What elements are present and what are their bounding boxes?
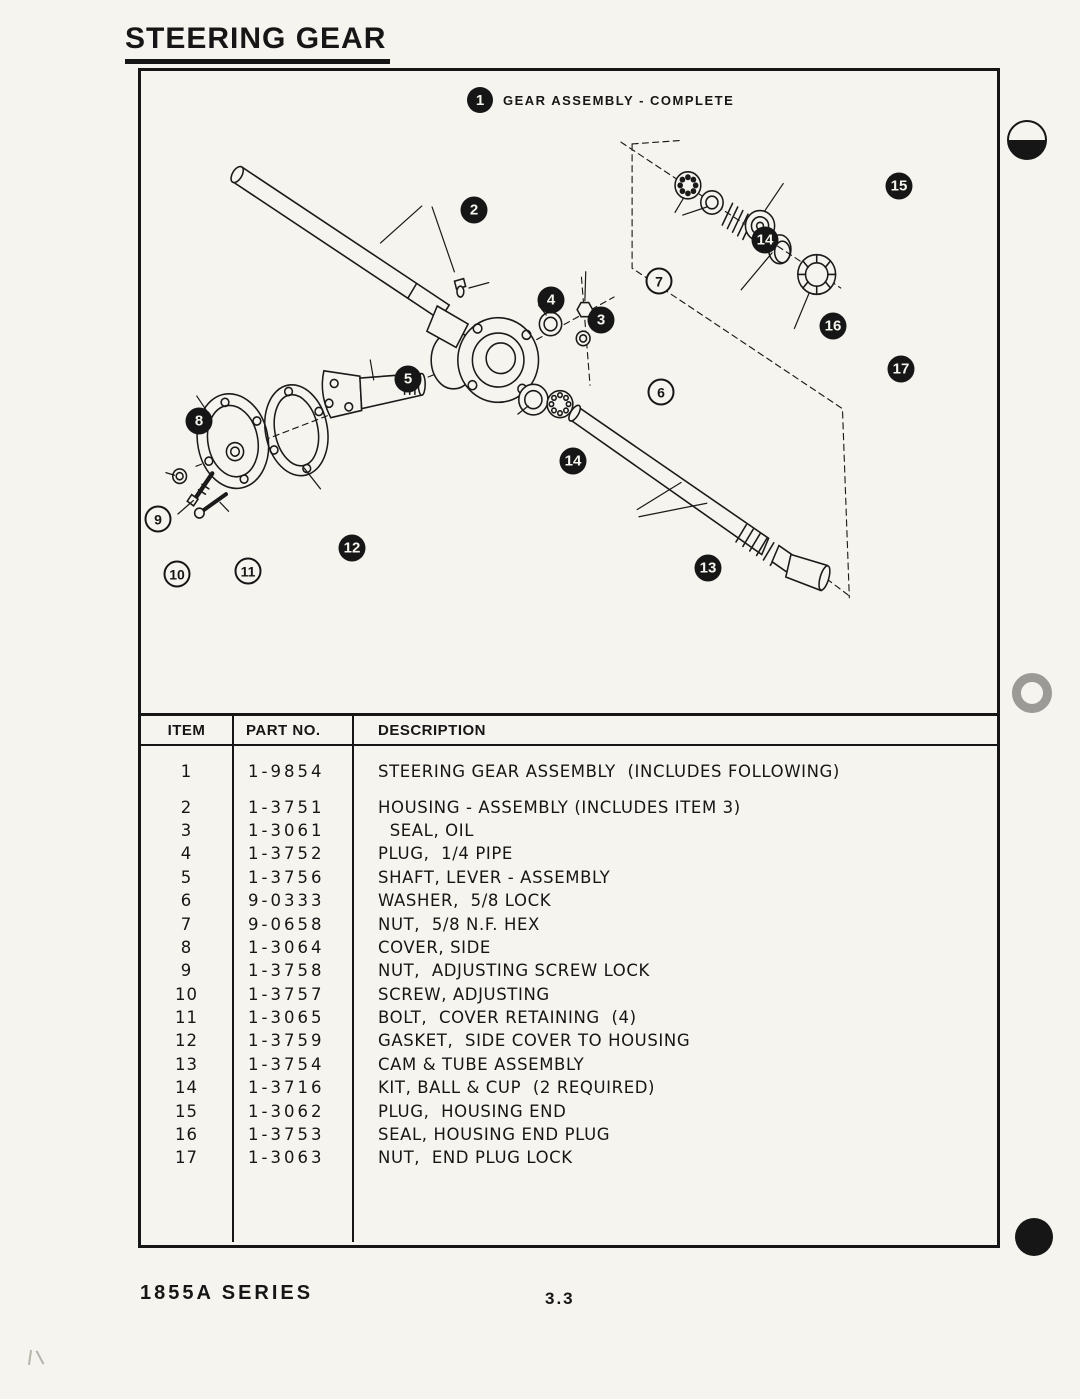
- part-no-cell: 1-3754: [248, 1054, 325, 1074]
- description-cell: PLUG, HOUSING END: [378, 1101, 567, 1121]
- item-cell: 16: [175, 1125, 198, 1145]
- description-cell: COVER, SIDE: [378, 937, 491, 957]
- callout-11: 11: [235, 558, 262, 585]
- registration-mark-half-circle: [1007, 120, 1047, 160]
- table-row: [141, 1006, 997, 1029]
- adjusting-screw-part: [187, 473, 212, 505]
- parts-table: [141, 713, 997, 1245]
- item-cell: 5: [180, 867, 193, 887]
- callout-17: 17: [888, 356, 915, 383]
- callout-12: 12: [339, 535, 366, 562]
- pencil-mark: [26, 1350, 48, 1368]
- table-row: [141, 889, 997, 912]
- ball-cup-kit-part: [675, 172, 723, 214]
- table-row: [141, 760, 997, 783]
- table-row: [141, 959, 997, 982]
- description-cell: KIT, BALL & CUP (2 REQUIRED): [378, 1078, 656, 1098]
- description-cell: PLUG, 1/4 PIPE: [378, 844, 513, 864]
- part-no-cell: 1-3753: [248, 1125, 325, 1145]
- table-row: [141, 912, 997, 935]
- description-cell: SEAL, OIL: [378, 820, 475, 840]
- item-cell: 15: [175, 1101, 198, 1121]
- table-row: [141, 842, 997, 865]
- end-plug-nut-part: [798, 255, 836, 295]
- part-no-cell: 1-3756: [248, 867, 325, 887]
- item-cell: 12: [175, 1031, 198, 1051]
- table-row: [141, 795, 997, 818]
- item-cell: 9: [180, 961, 193, 981]
- table-row: [141, 866, 997, 889]
- column-divider: [352, 713, 354, 1242]
- part-no-cell: 1-3062: [248, 1101, 325, 1121]
- description-cell: BOLT, COVER RETAINING (4): [378, 1008, 637, 1028]
- callout-9: 9: [145, 506, 172, 533]
- part-no-cell: 9-0658: [248, 914, 325, 934]
- description-cell: SEAL, HOUSING END PLUG: [378, 1125, 611, 1145]
- page-title: STEERING GEAR: [125, 22, 390, 64]
- ball-cup-part: [519, 384, 573, 417]
- table-row: [141, 1099, 997, 1122]
- callout-2: 2: [461, 197, 488, 224]
- callout-16: 16: [820, 313, 847, 340]
- table-row: [141, 819, 997, 842]
- exploded-diagram: [141, 71, 997, 713]
- table-row: [141, 983, 997, 1006]
- callout-15: 15: [886, 173, 913, 200]
- description-cell: STEERING GEAR ASSEMBLY (INCLUDES FOLLOWING): [378, 762, 840, 782]
- lock-nut-part: [173, 469, 187, 483]
- col-header-description: DESCRIPTION: [378, 721, 487, 739]
- col-header-item: ITEM: [167, 721, 206, 739]
- registration-mark-dot: [1015, 1218, 1053, 1256]
- table-row: [141, 1123, 997, 1146]
- series-label: 1855A SERIES: [140, 1282, 314, 1304]
- col-header-part-no: PART NO.: [246, 721, 321, 739]
- callout-6: 6: [648, 379, 675, 406]
- parts-table-header: [141, 713, 997, 746]
- steering-column-part: [229, 164, 450, 319]
- exploded-diagram-art: [141, 71, 997, 713]
- table-row: [141, 936, 997, 959]
- item-cell: 7: [180, 914, 193, 934]
- item-cell: 1: [180, 762, 193, 782]
- callout-5: 5: [395, 366, 422, 393]
- diagram-caption-text: GEAR ASSEMBLY - COMPLETE: [503, 92, 735, 108]
- description-cell: SCREW, ADJUSTING: [378, 984, 550, 1004]
- registration-mark-ring: [1012, 673, 1052, 713]
- table-row: [141, 1146, 997, 1169]
- callout-14-a: 14: [560, 448, 587, 475]
- description-cell: SHAFT, LEVER - ASSEMBLY: [378, 867, 611, 887]
- callout-8: 8: [186, 408, 213, 435]
- description-cell: GASKET, SIDE COVER TO HOUSING: [378, 1031, 691, 1051]
- column-divider: [232, 713, 234, 1242]
- parts-table-body: [141, 746, 997, 1170]
- callout-14-b: 14: [752, 227, 779, 254]
- item-cell: 11: [175, 1008, 198, 1028]
- description-cell: NUT, END PLUG LOCK: [378, 1148, 573, 1168]
- description-cell: CAM & TUBE ASSEMBLY: [378, 1054, 585, 1074]
- part-no-cell: 1-3751: [248, 797, 325, 817]
- oil-seal-part: [539, 312, 561, 335]
- item-cell: 17: [175, 1148, 198, 1168]
- callout-13: 13: [695, 555, 722, 582]
- part-no-cell: 1-3758: [248, 961, 325, 981]
- part-no-cell: 1-3716: [248, 1078, 325, 1098]
- table-row: [141, 1053, 997, 1076]
- description-cell: HOUSING - ASSEMBLY (INCLUDES ITEM 3): [378, 797, 741, 817]
- description-cell: NUT, 5/8 N.F. HEX: [378, 914, 540, 934]
- description-cell: WASHER, 5/8 LOCK: [378, 891, 552, 911]
- callout-10: 10: [164, 561, 191, 588]
- cover-bolt-part: [195, 494, 226, 518]
- callout-3: 3: [588, 307, 615, 334]
- table-row: [141, 1029, 997, 1052]
- part-no-cell: 1-3759: [248, 1031, 325, 1051]
- part-no-cell: 9-0333: [248, 891, 325, 911]
- part-no-cell: 1-9854: [248, 762, 325, 782]
- callout-7: 7: [646, 268, 673, 295]
- item-cell: 3: [180, 820, 193, 840]
- part-no-cell: 1-3065: [248, 1008, 325, 1028]
- description-cell: NUT, ADJUSTING SCREW LOCK: [378, 961, 650, 981]
- content-frame: [138, 68, 1000, 1248]
- part-no-cell: 1-3064: [248, 937, 325, 957]
- page-number: 3.3: [545, 1289, 575, 1308]
- callout-1-badge: 1: [467, 87, 493, 113]
- diagram-caption: [467, 87, 734, 113]
- part-no-cell: 1-3061: [248, 820, 325, 840]
- housing-part: [427, 306, 539, 402]
- item-cell: 6: [180, 891, 193, 911]
- lock-washer-part: [576, 331, 590, 345]
- item-cell: 14: [175, 1078, 198, 1098]
- part-no-cell: 1-3063: [248, 1148, 325, 1168]
- item-cell: 8: [180, 937, 193, 957]
- item-cell: 13: [175, 1054, 198, 1074]
- table-row: [141, 1076, 997, 1099]
- item-cell: 2: [180, 797, 193, 817]
- part-no-cell: 1-3752: [248, 844, 325, 864]
- item-cell: 10: [175, 984, 198, 1004]
- callout-4: 4: [538, 287, 565, 314]
- item-cell: 4: [180, 844, 193, 864]
- pipe-plug-part: [454, 279, 465, 297]
- part-no-cell: 1-3757: [248, 984, 325, 1004]
